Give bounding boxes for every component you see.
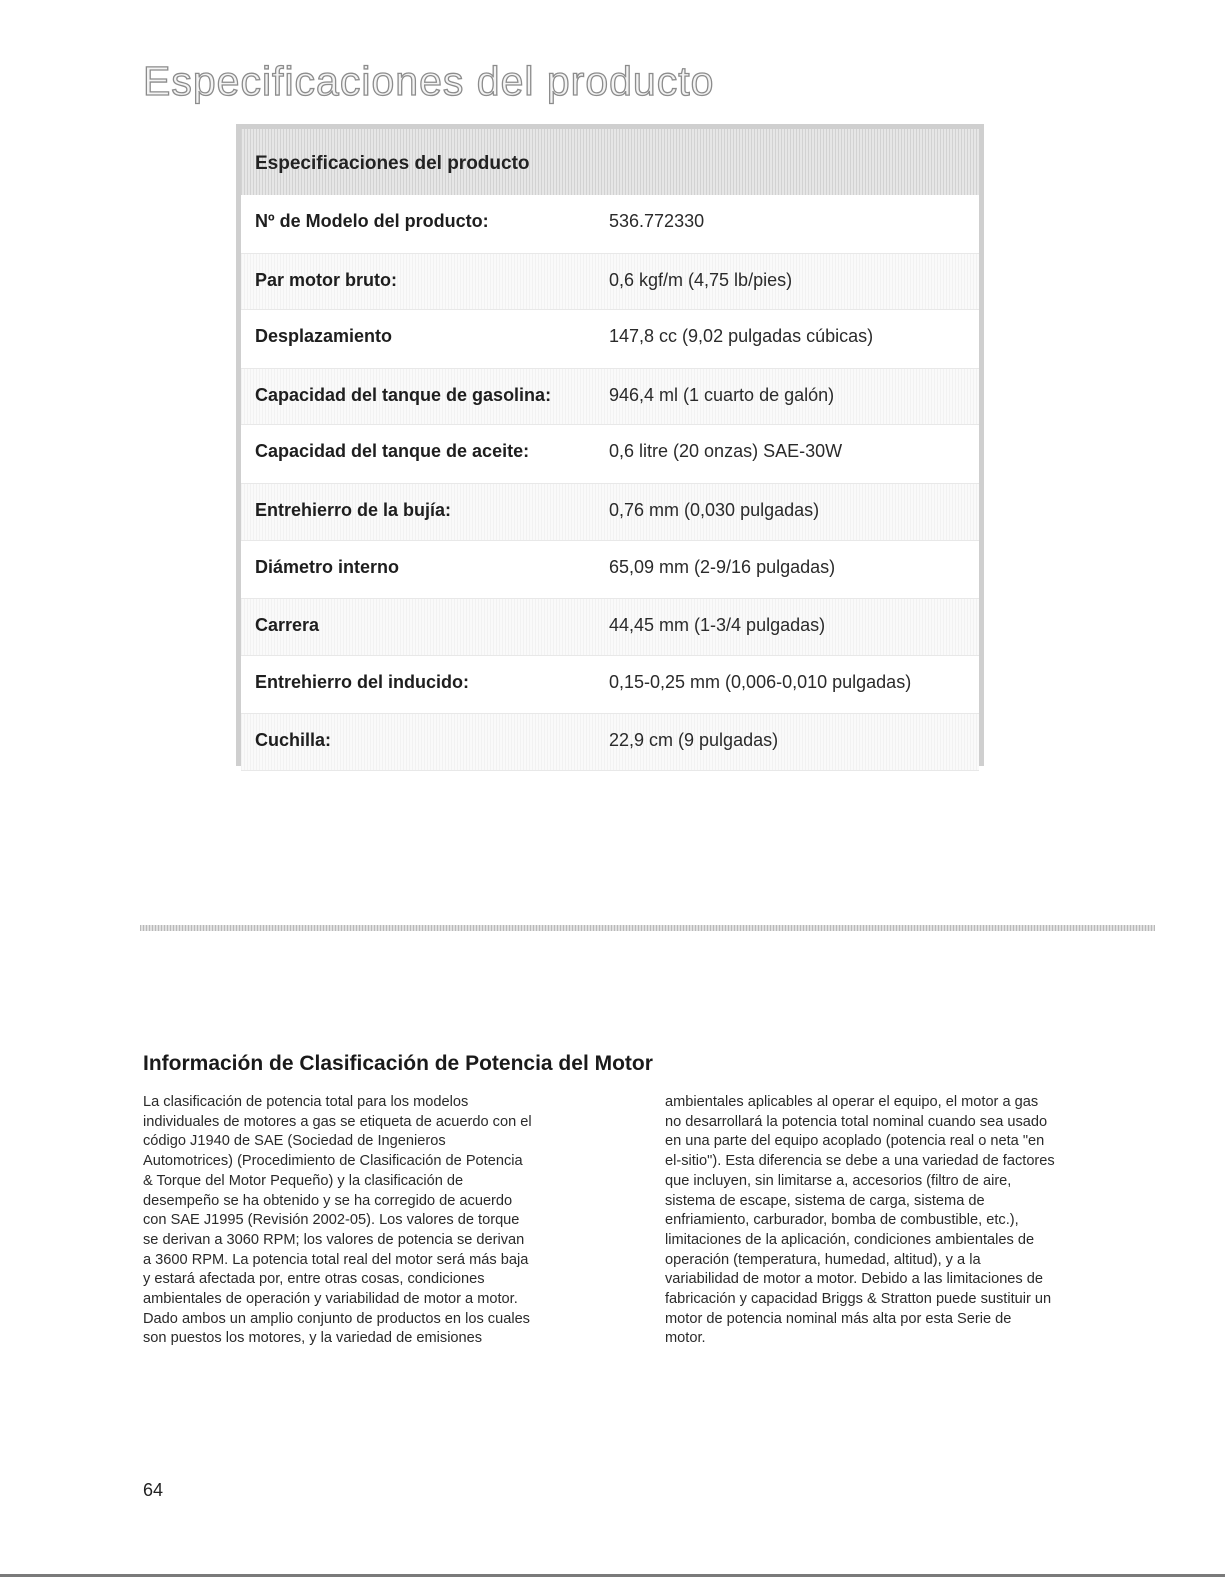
page-number: 64 [143,1480,164,1500]
spec-value: 0,6 kgf/m (4,75 lb/pies) [609,269,793,290]
spec-row-armature-gap [241,656,979,714]
spec-label: Capacidad del tanque de gasolina: [255,384,552,405]
spec-table-title: Especificaciones del producto [255,153,530,174]
spec-table [236,124,984,766]
spec-value: 44,45 mm (1-3/4 pulgadas) [609,615,826,636]
spec-row-bore [241,541,979,599]
section-title: Información de Clasificación de Potencia del Motor [143,1052,653,1075]
spec-label: Entrehierro del inducido: [255,671,470,692]
spec-row-gross-torque [241,253,979,311]
spec-value: 0,15-0,25 mm (0,006-0,010 pulgadas) [609,671,912,692]
spec-label: Diámetro interno [255,556,400,577]
spec-value: 22,9 cm (9 pulgadas) [609,730,779,751]
page-title: Especificaciones del producto [143,58,715,104]
spec-row-stroke [241,598,979,656]
spec-label: Entrehierro de la bujía: [255,499,452,520]
spec-row-fuel-tank [241,368,979,426]
spec-label: Carrera [255,615,320,636]
spec-value: 0,76 mm (0,030 pulgadas) [609,499,820,520]
bottom-rule [0,1574,1225,1577]
spec-row-spark-plug-gap [241,483,979,541]
spec-value: 946,4 ml (1 cuarto de galón) [609,384,835,405]
section-divider [140,925,1155,931]
spec-label: Capacidad del tanque de aceite: [255,441,530,462]
body-text-left-column: La clasificación de potencia total para los modelos individuales de motores a gas se etiqueta de acuerdo con el código J1940 de SAE (Sociedad de Ingenieros Automotrices) (Procedimiento de Clasificación de Potencia & Torque del Motor Pequeño) y la clasificación de desempeño se ha obtenido y se ha corregido de acuerdo con SAE J1995 (Revisión 2002-05). Los valores de torque se derivan a 3060 RPM; los valores de potencia se derivan a 3600 RPM. La potencia total real del motor será más baja y estará afectada por, entre otras cosas, condiciones ambientales de operación y variabilidad de motor a motor. Dado ambos un amplio conjunto de productos en los cuales son puestos los motores, y la variedad de emisiones [143,1094,532,1347]
spec-value: 147,8 cc (9,02 pulgadas cúbicas) [609,326,874,347]
spec-row-model-number [241,195,979,253]
spec-row-blade [241,713,979,771]
spec-table-header [241,129,979,195]
spec-label: Par motor bruto: [255,269,397,290]
body-text-right-column: ambientales aplicables al operar el equipo, el motor a gas no desarrollará la potencia total nominal cuando sea usado en una parte del equipo acoplado (potencia real o neta "en el-sitio"). Esta diferencia se debe a una variedad de factores que incluyen, sin limitarse a, accesorios (filtro de aire, sistema de escape, sistema de carga, sistema de enfriamiento, carburador, bomba de combustible, etc.), limitaciones de la aplicación, condiciones ambientales de operación (temperatura, humedad, altitud), y a la variabilidad de motor a motor. Debido a las limitaciones de fabricación y capacidad Briggs & Stratton puede sustituir un motor de potencia nominal más alta por esta Serie de motor. [665,1094,1055,1347]
spec-value: 536.772330 [609,211,705,231]
spec-label: Cuchilla: [255,730,332,751]
spec-row-oil-tank [241,425,979,483]
spec-value: 65,09 mm (2-9/16 pulgadas) [609,556,836,577]
spec-label: Desplazamiento [255,326,393,347]
spec-row-displacement [241,310,979,368]
spec-label: Nº de Modelo del producto: [255,211,489,231]
spec-value: 0,6 litre (20 onzas) SAE-30W [609,441,843,462]
